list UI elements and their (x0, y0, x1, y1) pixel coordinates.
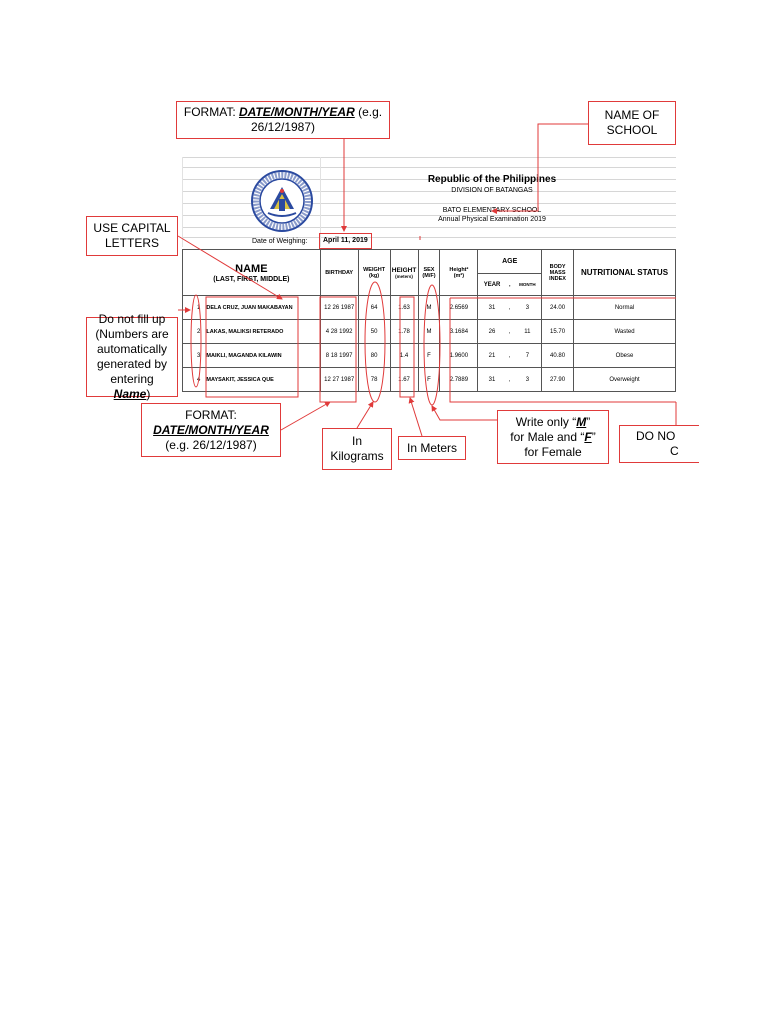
cell-birthday[interactable]: 4 28 1992 (320, 320, 358, 344)
callout-do-not-fill-up: Do not fill up (Numbers are automatically generated by entering Name) (86, 317, 178, 397)
header-birthday: BIRTHDAY (320, 250, 358, 296)
cell-age-sep: , (506, 320, 514, 344)
students-table (182, 249, 676, 392)
row-number: 3 (183, 344, 203, 368)
header-weight: WEIGHT (kg) (358, 250, 390, 296)
row-number: 1 (183, 296, 203, 320)
arrow-height (410, 398, 422, 436)
cell-age-month: 11 (514, 320, 542, 344)
arrow-birthday (281, 402, 330, 430)
table-row (183, 344, 676, 368)
cell-sex[interactable]: F (418, 344, 440, 368)
header-comma: , (506, 274, 514, 296)
cell-weight[interactable]: 64 (358, 296, 390, 320)
cell-age-month: 7 (514, 344, 542, 368)
header-height-squared: Height² (m²) (440, 250, 478, 296)
cell-sex[interactable]: M (418, 296, 440, 320)
deped-seal-icon (250, 169, 314, 233)
callout-write-only-sex: Write only “M” for Male and “F” for Female (497, 410, 609, 464)
cell-age-month: 3 (514, 296, 542, 320)
table-row (183, 368, 676, 392)
nutrition-form-sheet (182, 157, 676, 400)
cell-sex[interactable]: M (418, 320, 440, 344)
cell-age-year: 31 (478, 368, 506, 392)
cell-status: Obese (574, 344, 676, 368)
cell-height-squared: 2.6569 (440, 296, 478, 320)
cell-status: Overweight (574, 368, 676, 392)
cell-age-sep: , (506, 344, 514, 368)
cell-bmi: 15.70 (542, 320, 574, 344)
cell-bmi: 27.90 (542, 368, 574, 392)
arrow-weight (357, 402, 373, 428)
callout-in-meters: In Meters (398, 436, 466, 460)
exam-title: Annual Physical Examination 2019 (438, 216, 546, 223)
row-number: 4 (183, 368, 203, 392)
cell-height[interactable]: 1.4 (390, 344, 418, 368)
cell-age-year: 31 (478, 296, 506, 320)
cell-weight[interactable]: 50 (358, 320, 390, 344)
cell-birthday[interactable]: 8 18 1997 (320, 344, 358, 368)
table-row (183, 320, 676, 344)
header-age: AGE (478, 250, 542, 274)
callout-name-of-school: NAME OF SCHOOL (588, 101, 676, 145)
cell-name[interactable]: LAKAS, MALIKSI RETERADO (202, 320, 320, 344)
callout-in-kilograms: In Kilograms (322, 428, 392, 470)
division-heading: DIVISION OF BATANGAS (451, 187, 533, 194)
header-bmi: BODY MASS INDEX (542, 250, 574, 296)
cell-bmi: 40.80 (542, 344, 574, 368)
cell-weight[interactable]: 78 (358, 368, 390, 392)
cell-height-squared: 3.1684 (440, 320, 478, 344)
cell-age-month: 3 (514, 368, 542, 392)
header-sex: SEX (M/F) (418, 250, 440, 296)
arrow-sex (432, 406, 497, 420)
cell-bmi: 24.00 (542, 296, 574, 320)
republic-heading: Republic of the Philippines (427, 174, 557, 185)
cell-status: Wasted (574, 320, 676, 344)
row-number: 2 (183, 320, 203, 344)
cell-status: Normal (574, 296, 676, 320)
cell-height[interactable]: 1.63 (390, 296, 418, 320)
cell-age-sep: , (506, 368, 514, 392)
cell-weight[interactable]: 80 (358, 344, 390, 368)
header-year: YEAR (478, 274, 506, 296)
table-row (183, 296, 676, 320)
weighing-date-field[interactable]: April 11, 2019 (319, 233, 372, 249)
cell-sex[interactable]: F (418, 368, 440, 392)
cell-birthday[interactable]: 12 26 1987 (320, 296, 358, 320)
header-month: MONTH (514, 274, 542, 296)
cell-name[interactable]: MAYSAKIT, JESSICA QUE (202, 368, 320, 392)
weighing-date-label: Date of Weighing: (252, 238, 308, 245)
cell-age-year: 26 (478, 320, 506, 344)
callout-use-capital-letters: USE CAPITAL LETTERS (86, 216, 178, 256)
cell-height[interactable]: 1.78 (390, 320, 418, 344)
cell-height-squared: 2.7889 (440, 368, 478, 392)
cell-birthday[interactable]: 12 27 1987 (320, 368, 358, 392)
callout-do-not-cut: DO NO C (619, 425, 699, 463)
cell-height[interactable]: 1.67 (390, 368, 418, 392)
header-name: NAME (LAST, FIRST, MIDDLE) (183, 250, 321, 296)
cell-age-sep: , (506, 296, 514, 320)
cell-age-year: 21 (478, 344, 506, 368)
callout-date-format-bottom: FORMAT: DATE/MONTH/YEAR (e.g. 26/12/1987) (141, 403, 281, 457)
cell-name[interactable]: MAIKLI, MAGANDA KILAWIN (202, 344, 320, 368)
cell-height-squared: 1.9600 (440, 344, 478, 368)
cell-name[interactable]: DELA CRUZ, JUAN MAKABAYAN (202, 296, 320, 320)
header-height: HEIGHT (meters) (390, 250, 418, 296)
school-name: BATO ELEMENTARY SCHOOL (442, 207, 542, 214)
callout-date-format-top: FORMAT: DATE/MONTH/YEAR (e.g. 26/12/1987) (176, 101, 390, 139)
header-nutritional-status: NUTRITIONAL STATUS (574, 250, 676, 296)
